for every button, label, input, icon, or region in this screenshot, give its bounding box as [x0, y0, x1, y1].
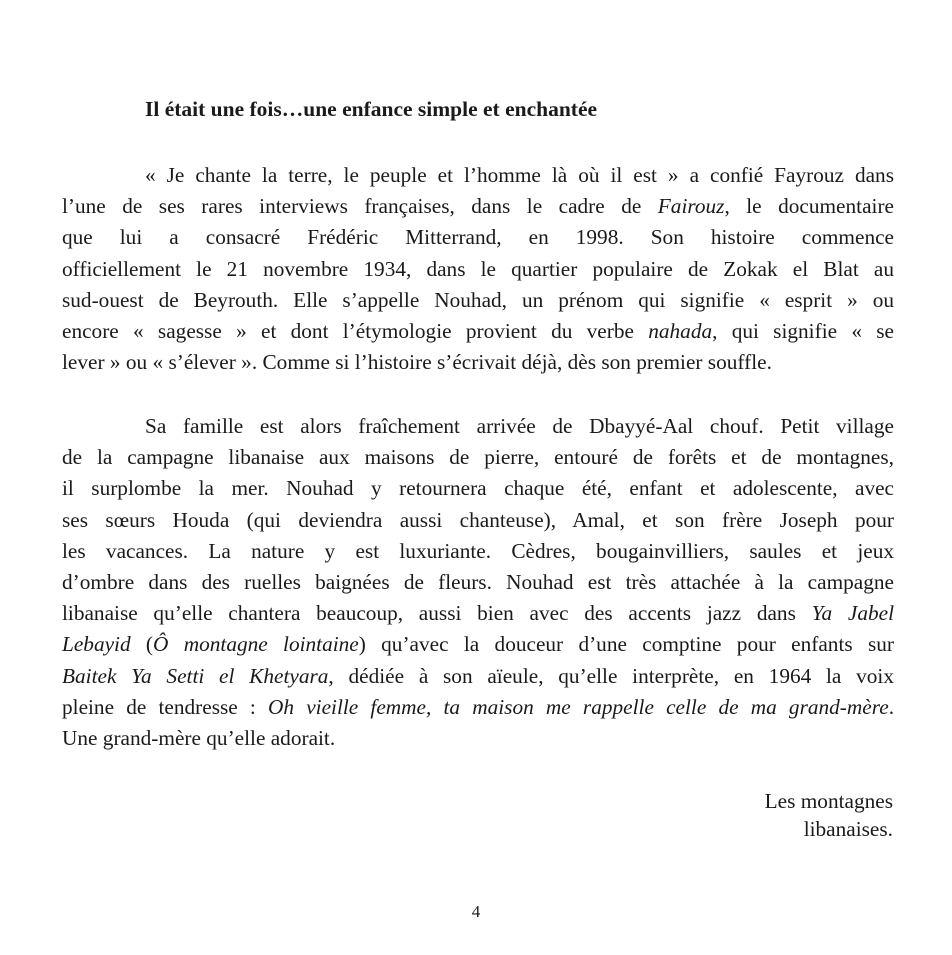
paragraph-line: [62, 598, 894, 629]
italic-text: nahada: [648, 318, 713, 343]
italic-text: Oh vieille femme, ta maison me rappelle celle de ma grand-mère: [268, 694, 889, 719]
italic-text: Fairouz: [657, 194, 725, 219]
paragraph-line: [62, 160, 894, 191]
caption: [765, 787, 893, 843]
paragraph-line: [62, 567, 894, 598]
paragraph-line: [62, 442, 894, 473]
italic-text: Lebayid: [62, 632, 131, 657]
paragraph-line: [62, 629, 894, 660]
paragraph-line: [62, 661, 894, 692]
paragraph-line: [62, 536, 894, 567]
text-run: , qui signifie « se: [712, 318, 894, 343]
paragraph-line: [62, 473, 894, 504]
text-run: sud-ouest de Beyrouth. Elle s’appelle Nouhad, un prénom qui signifie « esprit » ou: [62, 287, 894, 312]
paragraph-line: [62, 411, 894, 442]
paragraph-2: [62, 411, 894, 754]
text-run: officiellement le 21 novembre 1934, dans le quartier populaire de Zokak el Blat au: [62, 256, 894, 281]
italic-text: Ô montagne lointaine: [153, 632, 359, 657]
text-run: Sa famille est alors fraîchement arrivée de Dbayyé-Aal chouf. Petit village: [145, 414, 894, 438]
paragraph-line: [62, 316, 894, 347]
italic-text: Baitek Ya Setti el Khetyara: [62, 663, 329, 688]
paragraph-line: [62, 505, 894, 536]
page-number: 4: [471, 902, 481, 921]
text-run: il surplombe la mer. Nouhad y retournera chaque été, enfant et adolescente, avec: [62, 476, 894, 501]
text-run: encore « sagesse » et dont l’étymologie provient du verbe: [62, 318, 649, 343]
text-run: Une grand-mère qu’elle adorait.: [62, 725, 336, 750]
text-run: (: [130, 632, 154, 657]
paragraph-line: [62, 347, 894, 378]
paragraph-line: [62, 285, 894, 316]
paragraph-line: [62, 692, 894, 723]
text-run: les vacances. La nature y est luxuriante. Cèdres, bougainvilliers, saules et jeux: [62, 538, 894, 563]
text-run: ses sœurs Houda (qui deviendra aussi chanteuse), Amal, et son frère Joseph pour: [62, 507, 894, 532]
text-run: pleine de tendresse :: [62, 694, 268, 719]
text-run: « Je chante la terre, le peuple et l’homme là où il est » a confié Fayrouz dans: [145, 163, 894, 187]
paragraph-1: [62, 160, 894, 378]
text-run: , dédiée à son aïeule, qu’elle interprète, en 1964 la voix: [328, 663, 894, 688]
italic-text: Ya Jabel: [811, 601, 895, 626]
text-run: de la campagne libanaise aux maisons de pierre, entouré de forêts et de montagnes,: [62, 445, 894, 470]
text-run: .: [888, 694, 895, 719]
paragraph-line: [62, 222, 894, 253]
paragraph-line: [62, 723, 894, 754]
text-run: , le documentaire: [724, 194, 894, 219]
text-run: lever » ou « s’élever ». Comme si l’histoire s’écrivait déjà, dès son premier souffle.: [62, 350, 772, 375]
section-heading: Il était une fois…une enfance simple et enchantée: [145, 97, 598, 121]
text-run: d’ombre dans des ruelles baignées de fleurs. Nouhad est très attachée à la campagne: [62, 569, 894, 594]
caption-line: libanaises.: [803, 817, 893, 841]
text-run: ) qu’avec la douceur d’une comptine pour enfants sur: [358, 632, 894, 657]
text-run: l’une de ses rares interviews françaises, dans le cadre de: [62, 194, 658, 219]
text-run: que lui a consacré Frédéric Mitterrand, en 1998. Son histoire commence: [62, 225, 894, 250]
caption-line: Les montagnes: [764, 789, 893, 813]
paragraph-line: [62, 254, 894, 285]
paragraph-line: [62, 191, 894, 222]
text-run: libanaise qu’elle chantera beaucoup, aussi bien avec des accents jazz dans: [62, 601, 812, 626]
